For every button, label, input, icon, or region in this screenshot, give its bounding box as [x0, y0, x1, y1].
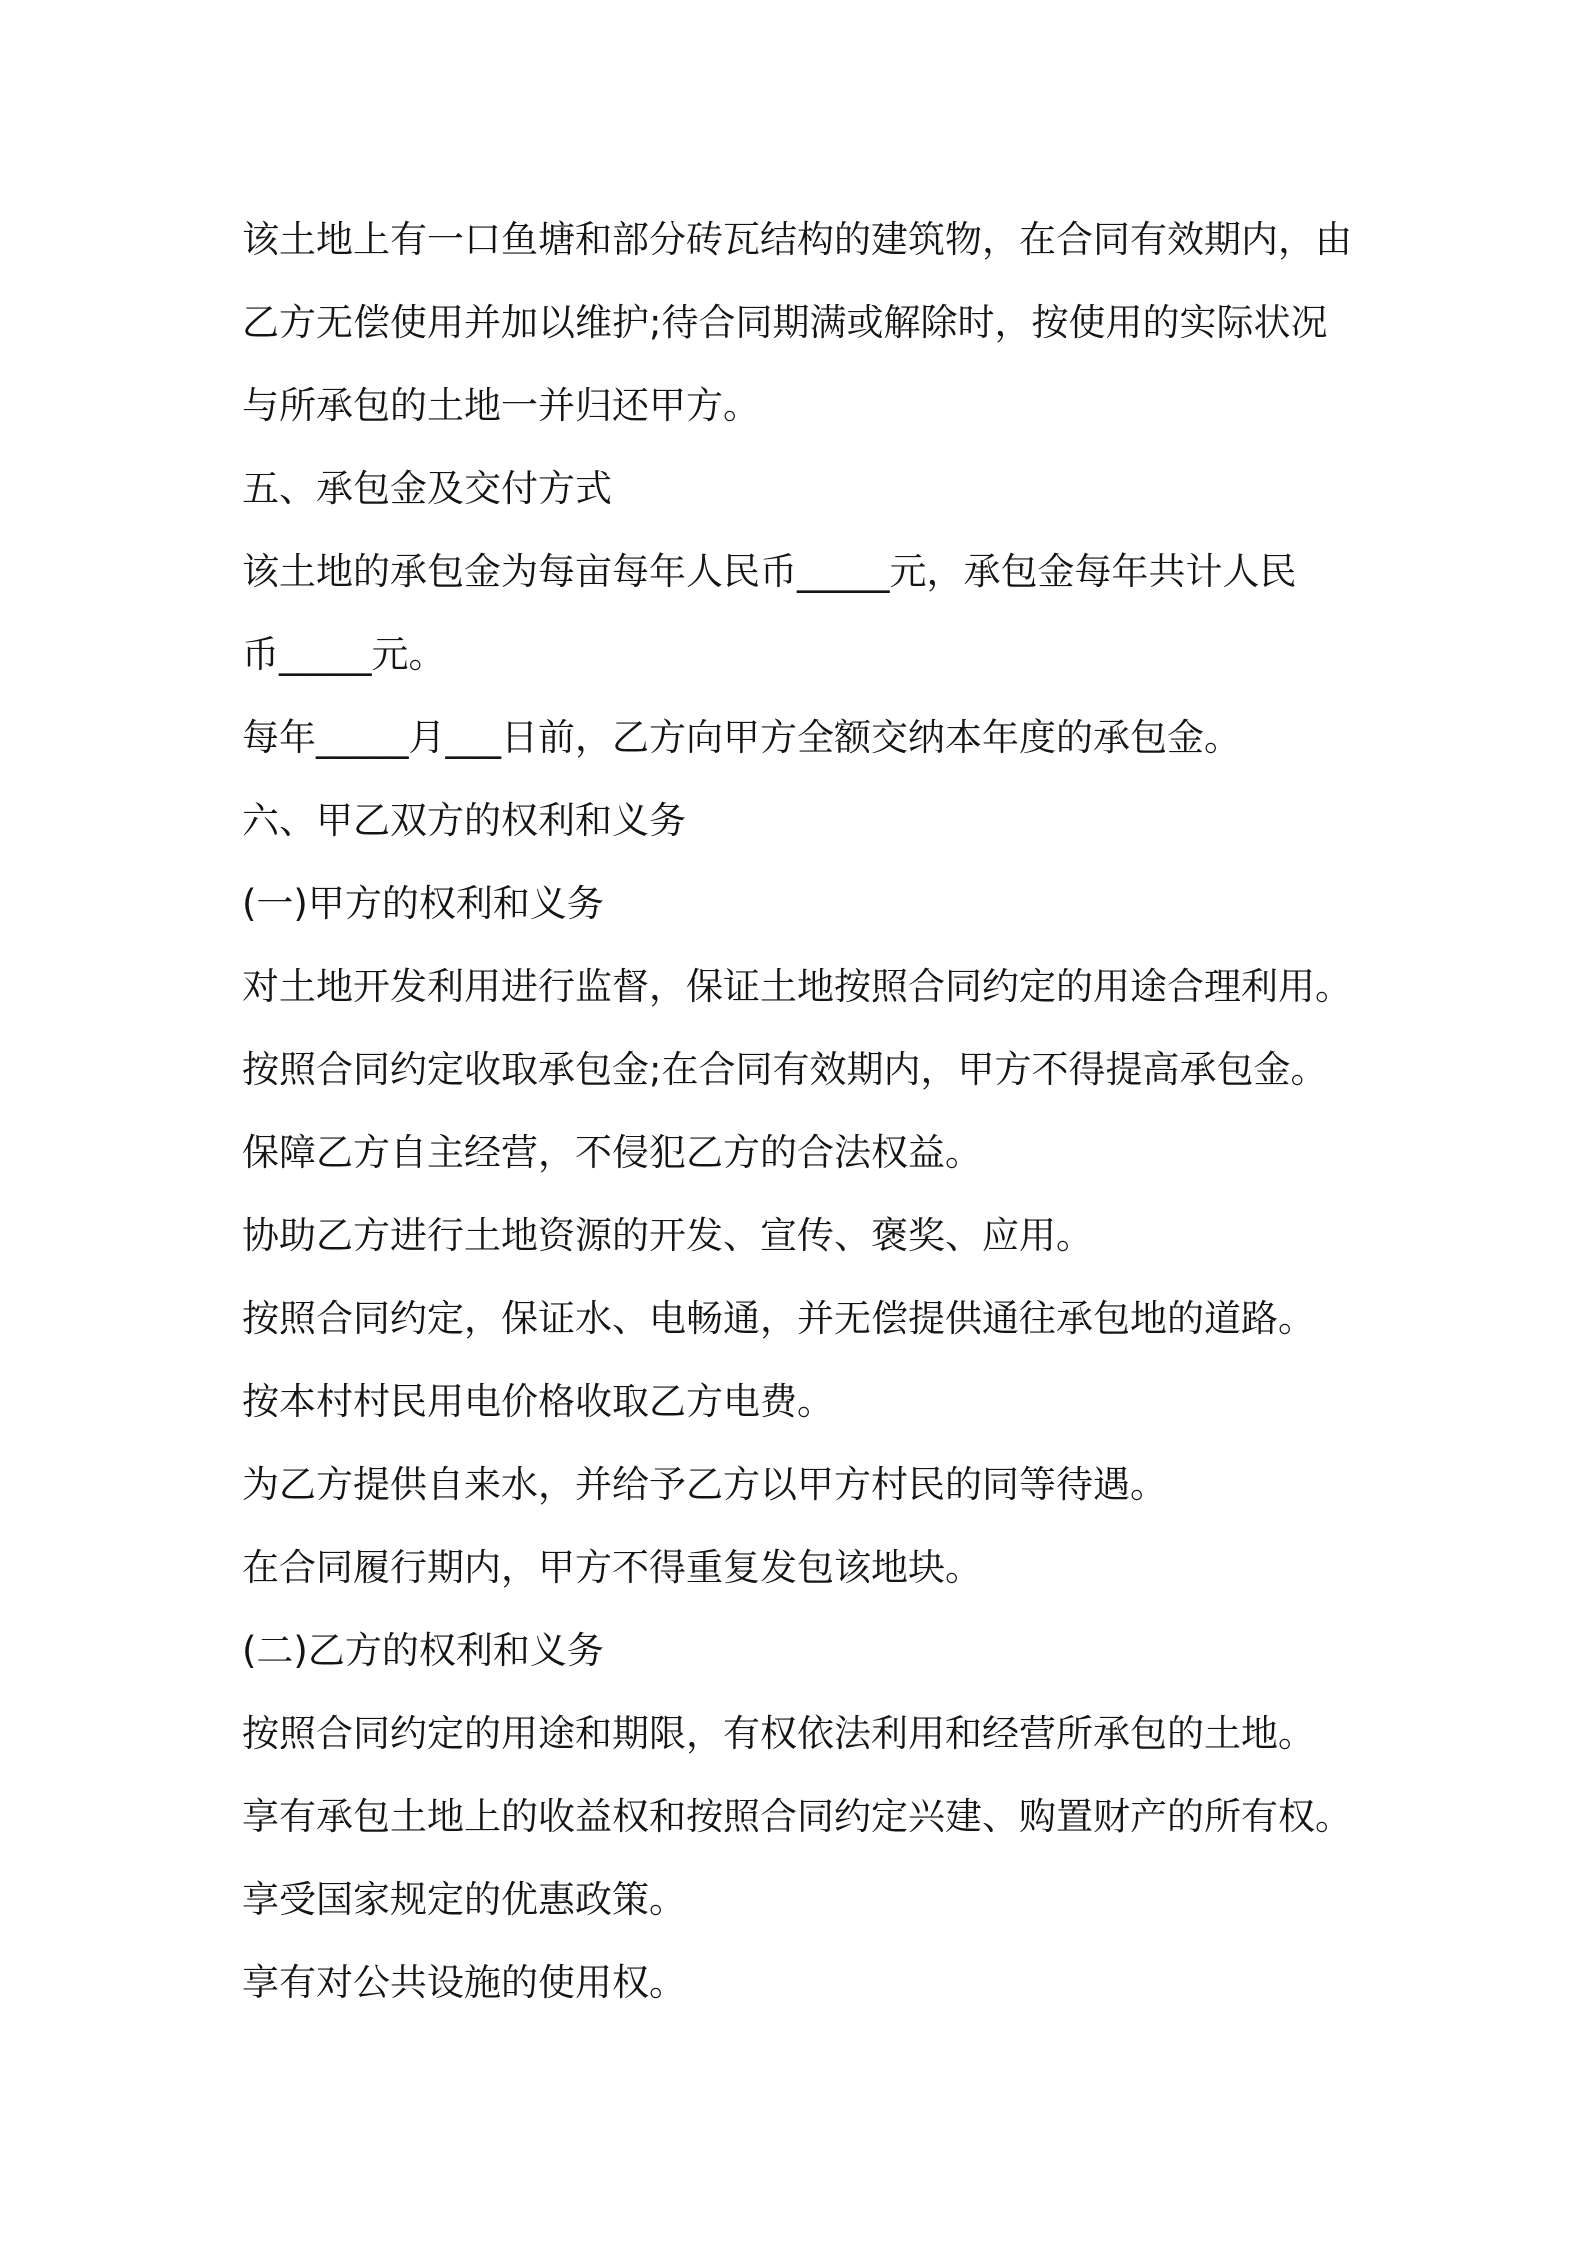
clause-line-3: 保障乙方自主经营，不侵犯乙方的合法权益。 [242, 1131, 982, 1174]
paragraph-line-7: 每年_____月___日前，乙方向甲方全额交纳本年度的承包金。 [242, 716, 1241, 759]
paragraph-line-5: 该土地的承包金为每亩每年人民币_____元，承包金每年共计人民 [242, 550, 1297, 593]
clause-line-2: 按照合同约定收取承包金;在合同有效期内，甲方不得提高承包金。 [242, 1048, 1328, 1091]
paragraph-line-1: 该土地上有一口鱼塘和部分砖瓦结构的建筑物，在合同有效期内，由 [242, 218, 1352, 261]
clause-line-6: 按本村村民用电价格收取乙方电费。 [242, 1380, 834, 1423]
paragraph-line-6: 币_____元。 [242, 633, 446, 676]
section-heading-5: 五、承包金及交付方式 [242, 467, 612, 510]
paragraph-line-3: 与所承包的土地一并归还甲方。 [242, 384, 760, 427]
subsection-heading-2: (二)乙方的权利和义务 [242, 1629, 604, 1672]
clause-line-1: 对土地开发利用进行监督，保证土地按照合同约定的用途合理利用。 [242, 965, 1352, 1008]
subsection-heading-1: (一)甲方的权利和义务 [242, 882, 604, 925]
clause-line-7: 为乙方提供自来水，并给予乙方以甲方村民的同等待遇。 [242, 1463, 1167, 1506]
clause-line-4: 协助乙方进行土地资源的开发、宣传、褒奖、应用。 [242, 1214, 1093, 1257]
clause-line-9: 按照合同约定的用途和期限，有权依法利用和经营所承包的土地。 [242, 1712, 1315, 1755]
clause-line-8: 在合同履行期内，甲方不得重复发包该地块。 [242, 1546, 982, 1589]
clause-line-11: 享受国家规定的优惠政策。 [242, 1878, 686, 1921]
clause-line-12: 享有对公共设施的使用权。 [242, 1961, 686, 2004]
document-body [242, 198, 1382, 2024]
clause-line-5: 按照合同约定，保证水、电畅通，并无偿提供通往承包地的道路。 [242, 1297, 1315, 1340]
section-heading-6: 六、甲乙双方的权利和义务 [242, 799, 686, 842]
clause-line-10: 享有承包土地上的收益权和按照合同约定兴建、购置财产的所有权。 [242, 1795, 1352, 1838]
paragraph-line-2: 乙方无偿使用并加以维护;待合同期满或解除时，按使用的实际状况 [242, 301, 1328, 344]
